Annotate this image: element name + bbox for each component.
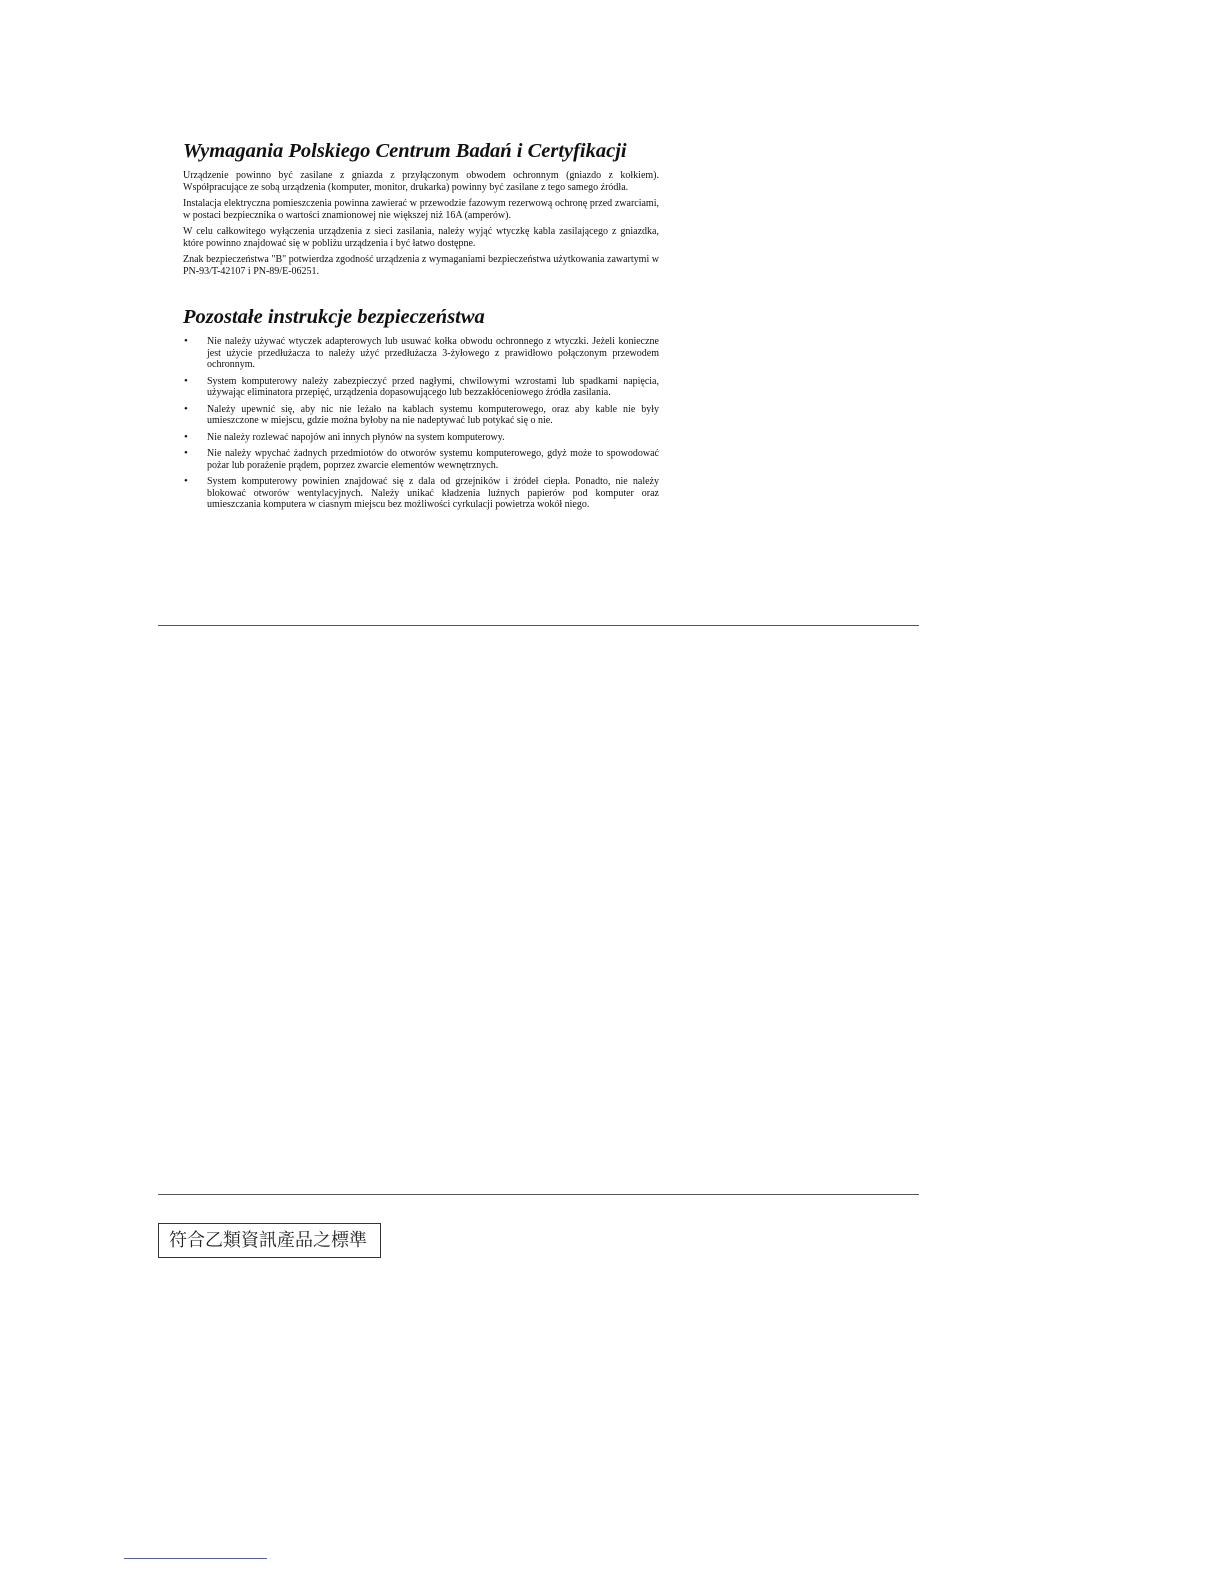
pcbc-requirements-heading: Wymagania Polskiego Centrum Badań i Certyfikacji: [183, 140, 627, 162]
bullet-icon: •: [184, 335, 188, 347]
paragraph-power-outlet: Urządzenie powinno być zasilane z gniazda z przyłączonym obwodem ochronnym (gniazdo z kołkiem). Współpracujące ze sobą urządzenia (komputer, monitor, drukarka) powinny być zasilane z tego samego źródła.: [183, 170, 659, 193]
list-item: [183, 432, 659, 444]
list-item-text: Nie należy wpychać żadnych przedmiotów do otworów systemu komputerowego, gdyż może to spowodować pożar lub porażenie prądem, poprzez zwarcie elementów wewnętrznych.: [207, 448, 659, 471]
bullet-icon: •: [184, 402, 188, 415]
bullet-icon: •: [184, 430, 188, 443]
section-divider-bottom: [158, 1194, 919, 1195]
list-item-text: Nie należy używać wtyczek adapterowych lub usuwać kołka obwodu ochronnego z wtyczki. Jeżeli konieczne jest użycie przedłużacza to należy użyć przedłużacza 3-żyłowego z prawidłowo połączonym przewodem ochronnym.: [207, 336, 659, 370]
section-spacer: [183, 282, 659, 304]
paragraph-safety-mark: Znak bezpieczeństwa "B" potwierdza zgodność urządzenia z wymaganiami bezpieczeństwa użytkowania zawartymi w PN-93/T-42107 i PN-89/E-06251.: [183, 254, 659, 277]
list-item: [183, 404, 659, 427]
list-item: [183, 476, 659, 511]
paragraph-disconnect: W celu całkowitego wyłączenia urządzenia z sieci zasilania, należy wyjąć wtyczkę kabla zasilającego z gniazdka, które powinno znajdować się w pobliżu urządzenia i być łatwo dostępne.: [183, 226, 659, 249]
list-item: [183, 376, 659, 399]
taiwan-class-b-notice: 符合乙類資訊產品之標準: [158, 1223, 381, 1258]
bullet-icon: •: [184, 374, 188, 387]
other-safety-instructions-heading: Pozostałe instrukcje bezpieczeństwa: [183, 306, 485, 328]
list-item-text: System komputerowy powinien znajdować się z dala od grzejników i źródeł ciepła. Ponadto, nie należy blokować otworów wentylacyjnych. Należy unikać kładzenia luźnych papierów pod komputer oraz umieszczania komputera w ciasnym miejscu bez możliwości cyrkulacji powietrza wokół niego.: [207, 476, 659, 510]
safety-instructions-list: [183, 336, 659, 511]
polish-safety-content: [183, 138, 659, 516]
list-item: [183, 448, 659, 471]
paragraph-electrical-installation: Instalacja elektryczna pomieszczenia powinna zawierać w przewodzie fazowym rezerwową ochronę przed zwarciami, w postaci bezpiecznika o wartości znamionowej nie większej niż 16A (amperów).: [183, 198, 659, 221]
bullet-icon: •: [184, 447, 188, 459]
list-item: [183, 336, 659, 371]
list-item-text: System komputerowy należy zabezpieczyć przed nagłymi, chwilowymi wzrostami lub spadkami napięcia, używając eliminatora przepięć, urządzenia dopasowującego lub bezzakłóceniowego źródła zasilania.: [207, 375, 659, 398]
list-item-text: Należy upewnić się, aby nic nie leżało na kablach systemu komputerowego, oraz aby kable nie były umieszczone w miejscu, gdzie można byłoby na nie nadeptywać lub potykać się o nie.: [207, 403, 659, 426]
bullet-icon: •: [184, 475, 188, 487]
section-divider-top: [158, 625, 919, 626]
list-item-text: Nie należy rozlewać napojów ani innych płynów na system komputerowy.: [207, 431, 505, 443]
footer-link-underline[interactable]: [124, 1558, 267, 1559]
